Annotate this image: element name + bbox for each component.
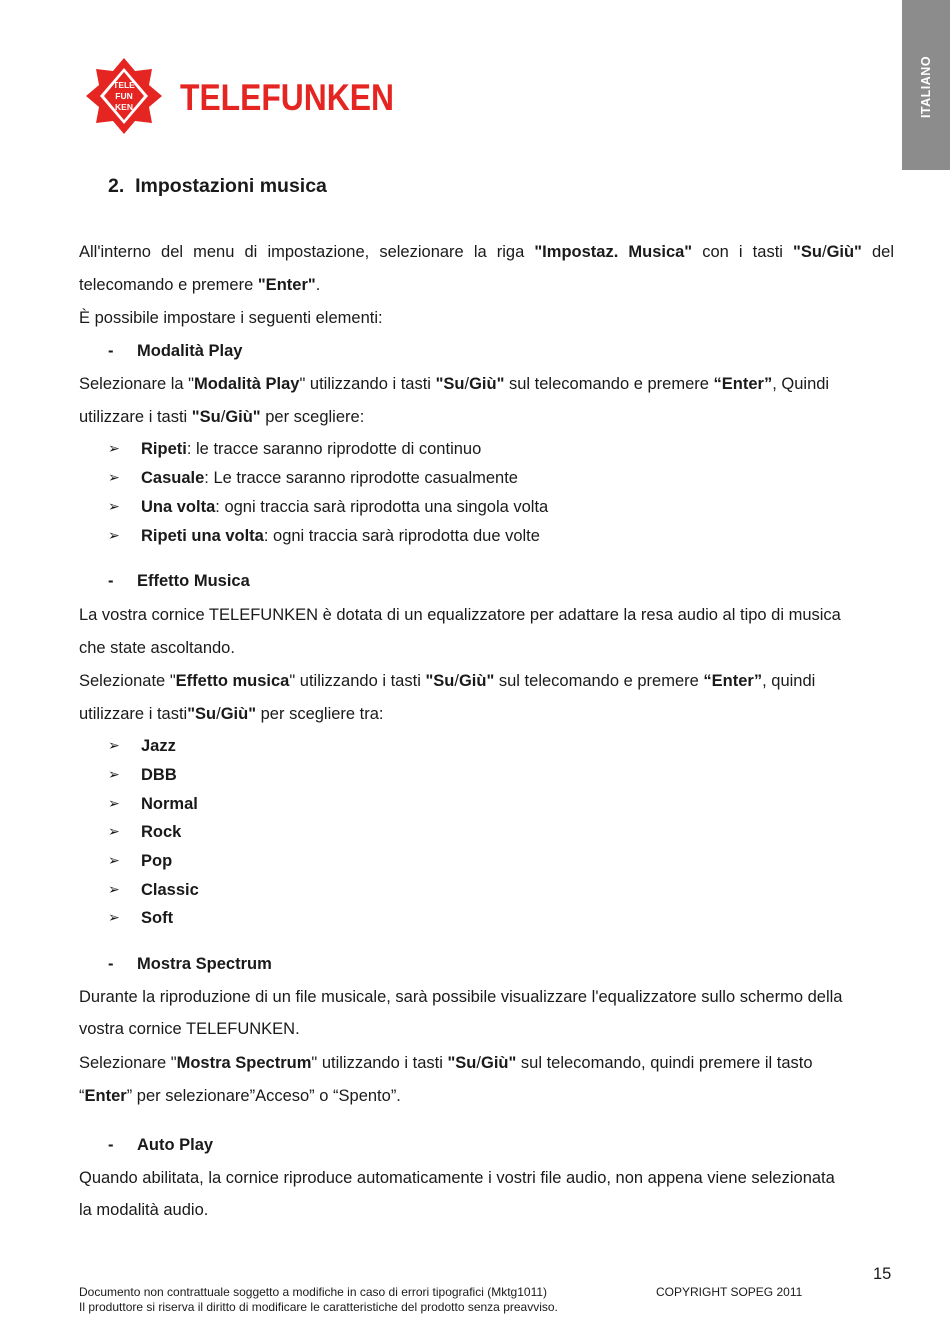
svg-text:KEN: KEN [115, 102, 133, 112]
arrow-bullet-icon: ➢ [108, 469, 120, 485]
effetto-musica-line-2: che state ascoltando. [79, 639, 235, 657]
list-item: ➢ Normal [108, 795, 198, 813]
telefunken-logo [86, 58, 406, 134]
page-number: 15 [873, 1265, 892, 1283]
modalita-play-line-2: utilizzare i tasti "Su/Giù" per scegliere: [79, 408, 365, 426]
footer-disclaimer-line-2: Il produttore si riserva il diritto di modificare le caratteristiche del prodotto senza preavviso. [79, 1300, 558, 1314]
arrow-bullet-icon: ➢ [108, 440, 120, 456]
mostra-spectrum-line-1: Durante la riproduzione di un file musicale, sarà possibile visualizzare l'equalizzatore sullo schermo della [79, 988, 843, 1006]
telefunken-star-emblem [86, 58, 162, 134]
arrow-bullet-icon: ➢ [108, 766, 120, 782]
language-tab-label: ITALIANO [919, 55, 933, 119]
subsection-title-modalita-play: - Modalità Play [108, 342, 243, 360]
mostra-spectrum-line-4: “Enter” per selezionare”Acceso” o “Spento”. [79, 1087, 401, 1105]
mostra-spectrum-line-2: vostra cornice TELEFUNKEN. [79, 1020, 300, 1038]
modalita-play-line-1: Selezionare la "Modalità Play" utilizzando i tasti "Su/Giù" sul telecomando e premere “Enter”, Quindi [79, 375, 830, 393]
list-item: ➢ DBB [108, 766, 177, 784]
intro-line-3: È possibile impostare i seguenti elementi: [79, 309, 383, 327]
auto-play-line-2: la modalità audio. [79, 1201, 209, 1219]
subsection-title-auto-play: - Auto Play [108, 1136, 214, 1154]
effetto-musica-line-1: La vostra cornice TELEFUNKEN è dotata di un equalizzatore per adattare la resa audio al tipo di musica [79, 606, 841, 624]
section-heading [108, 176, 327, 196]
arrow-bullet-icon: ➢ [108, 527, 120, 543]
arrow-bullet-icon: ➢ [108, 737, 120, 753]
list-item: ➢ Classic [108, 881, 199, 899]
mostra-spectrum-line-3: Selezionare "Mostra Spectrum" utilizzando i tasti "Su/Giù" sul telecomando, quindi premere il tasto [79, 1054, 813, 1072]
heading-number: 2. [108, 175, 125, 197]
intro-line-1: All'interno del menu di impostazione, selezionare la riga "Impostaz. Musica" con i tasti "Su/Giù" del [79, 243, 895, 261]
arrow-bullet-icon: ➢ [108, 823, 120, 839]
arrow-bullet-icon: ➢ [108, 498, 120, 514]
list-item: ➢ Casuale: Le tracce saranno riprodotte casualmente [108, 469, 518, 487]
language-tab [902, 0, 950, 170]
heading-title: Impostazioni musica [135, 175, 327, 197]
subsection-title-mostra-spectrum: - Mostra Spectrum [108, 955, 272, 973]
svg-text:TELE: TELE [113, 80, 135, 90]
arrow-bullet-icon: ➢ [108, 795, 120, 811]
effetto-musica-line-3: Selezionate "Effetto musica" utilizzando i tasti "Su/Giù" sul telecomando e premere “Enter”, quindi [79, 672, 816, 690]
list-item: ➢ Una volta: ogni traccia sarà riprodotta una singola volta [108, 498, 549, 516]
list-item: ➢ Jazz [108, 737, 176, 755]
subsection-title-effetto-musica: - Effetto Musica [108, 572, 250, 590]
list-item: ➢ Rock [108, 823, 182, 841]
footer-copyright: COPYRIGHT SOPEG 2011 [656, 1285, 803, 1299]
list-item: ➢ Ripeti una volta: ogni traccia sarà riprodotta due volte [108, 527, 540, 545]
intro-line-2: telecomando e premere "Enter". [79, 276, 321, 294]
list-item: ➢ Ripeti: le tracce saranno riprodotte di continuo [108, 440, 482, 458]
arrow-bullet-icon: ➢ [108, 909, 120, 925]
auto-play-line-1: Quando abilitata, la cornice riproduce automaticamente i vostri file audio, non appena viene selezionata [79, 1169, 835, 1187]
list-item: ➢ Pop [108, 852, 173, 870]
svg-text:FUN: FUN [115, 91, 133, 101]
telefunken-wordmark: TELEFUNKEN [180, 77, 394, 118]
arrow-bullet-icon: ➢ [108, 881, 120, 897]
effetto-musica-line-4: utilizzare i tasti"Su/Giù" per scegliere tra: [79, 705, 384, 723]
list-item: ➢ Soft [108, 909, 174, 927]
arrow-bullet-icon: ➢ [108, 852, 120, 868]
footer-disclaimer-line-1: Documento non contrattuale soggetto a modifiche in caso di errori tipografici (Mktg1011) [79, 1285, 548, 1299]
